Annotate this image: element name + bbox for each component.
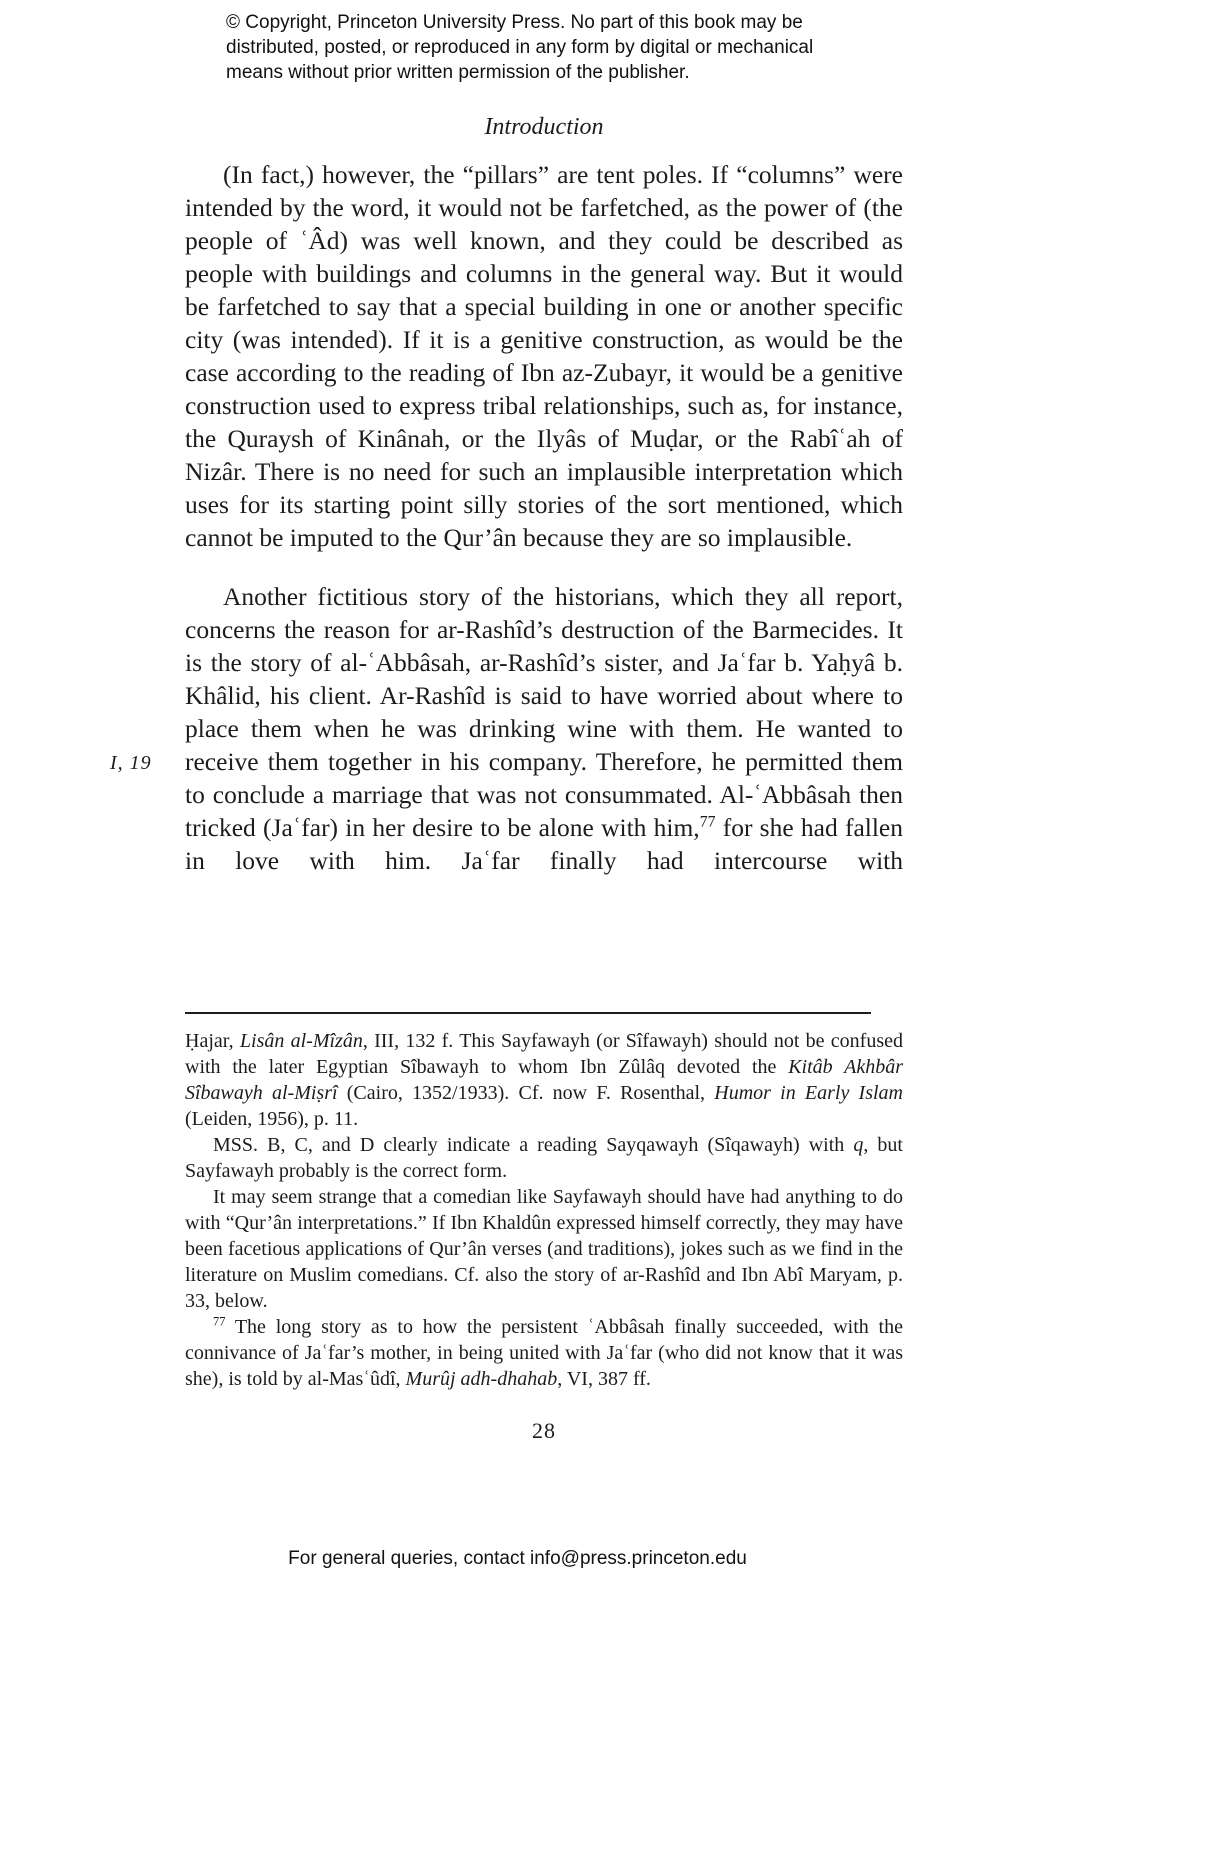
body-paragraph-1: (In fact,) however, the “pillars” are tent poles. If “columns” were intended by the word, it would not be farfetched, as the power of (the people of ʿÂd) was well known, and they could be described as people with buildings and columns in the general way. But it would be farfetched to say that a special building in one or another specific city (was intended). If it is a genitive construction, as would be the case according to the reading of Ibn az-Zubayr, it would be a genitive construction used to express tribal relationships, such as, for instance, the Quraysh of Kinânah, or the Ilyâs of Muḍar, or the Rabîʿah of Nizâr. There is no need for such an implausible interpretation which uses for its starting point silly stories of the sort mentioned, which cannot be imputed to the Qur’ân because they are so implausible. — [185, 160, 903, 552]
footnotes — [185, 1028, 903, 1392]
footnote-mss-note: MSS. B, C, and D clearly indicate a reading Sayqawayh (Sîqawayh) with q, but Sayfawayh probably is the correct form. — [185, 1134, 903, 1182]
footnote-divider — [185, 1012, 871, 1014]
body-paragraph-2: Another fictitious story of the historians, which they all report, concerns the reason for ar-Rashîd’s destruction of the Barmecides. It is the story of al-ʿAbbâsah, ar-Rashîd’s sister, and Jaʿfar b. Yaḥyâ b. Khâlid, his client. Ar-Rashîd is said to have worried about where to place them when he was drinking wine with them. He wanted to receive them together in his company. Therefore, he permitted them to conclude a marriage that was not consummated. Al-ʿAbbâsah then tricked (Jaʿfar) in her desire to be alone with him,$^{77}$ for she had fallen in love with him. Jaʿfar finally had intercourse with — [185, 582, 903, 875]
copyright-notice: © Copyright, Princeton University Press. No part of this book may be distributed, posted, or reproduced in any form by digital or mechanical means without prior written permission of the publisher. — [226, 12, 814, 83]
footnote-77: $^{77}$ The long story as to how the persistent ʿAbbâsah finally succeeded, with the connivance of Jaʿfar’s mother, in being united with Jaʿfar (who did not know that it was she), is told by al-Masʿûdî, Murûj adh-dhahab, VI, 387 ff. — [185, 1314, 903, 1390]
running-head: Introduction — [484, 114, 604, 140]
body-text — [185, 158, 903, 877]
page-number: 28 — [532, 1418, 556, 1443]
footnote-comedian-note: It may seem strange that a comedian like Sayfawayh should have had anything to do with “Qur’ân interpretations.” If Ibn Khaldûn expressed himself correctly, they may have been facetious applications of Qur’ân verses (and traditions), jokes such as we find in the literature on Muslim comedians. Cf. also the story of ar-Rashîd and Ibn Abî Maryam, p. 33, below. — [185, 1186, 903, 1312]
margin-note: I, 19 — [110, 752, 152, 774]
footer-contact: For general queries, contact info@press.princeton.edu — [288, 1548, 747, 1569]
footnote-continuation: Ḥajar, Lisân al-Mîzân, III, 132 f. This Sayfawayh (or Sîfawayh) should not be confused with the later Egyptian Sîbawayh to whom Ibn Zûlâq devoted the Kitâb Akhbâr Sîbawayh al-Miṣrî (Cairo, 1352/1933). Cf. now F. Rosenthal, Humor in Early Islam (Leiden, 1956), p. 11. — [185, 1030, 904, 1130]
